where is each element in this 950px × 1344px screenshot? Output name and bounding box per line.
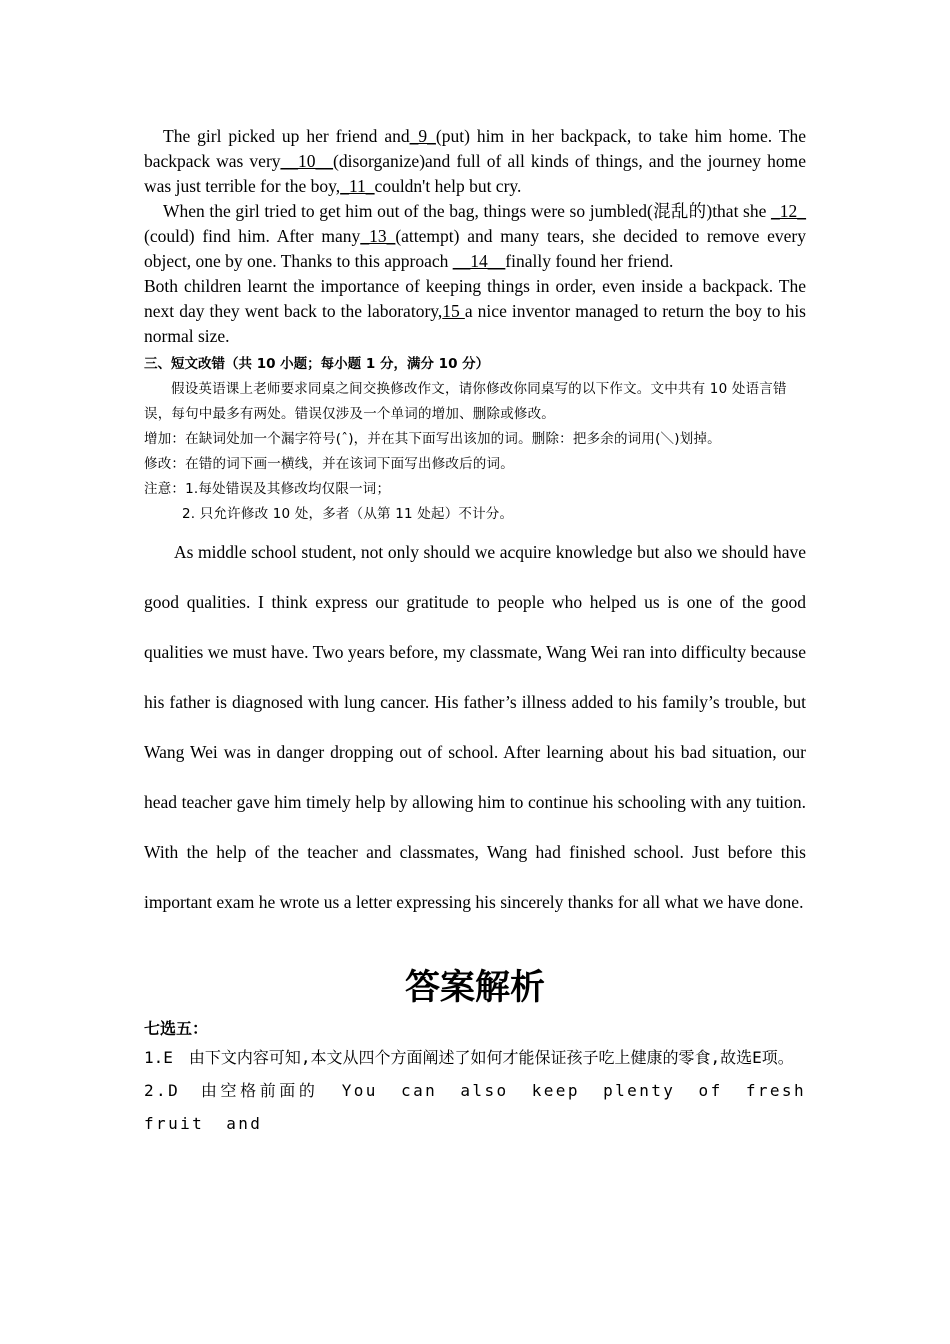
passage-paragraph-1: [144, 124, 806, 199]
blank-10: __10__: [280, 151, 334, 171]
text-run: a nice inventor managed to return the boy to his normal size.: [144, 301, 806, 346]
add-delete-rule: 增加：在缺词处加一个漏字符号(ˆ)，并在其下面写出该加的词。删除：把多余的词用(＼)划掉。: [144, 431, 721, 447]
text-run: (put) him in her backpack, to take him home. The backpack was very: [144, 126, 806, 171]
section-3-intro: 假设英语课上老师要求同桌之间交换修改作文，请你修改你同桌写的以下作文。文中共有 10 处语言错误，每句中最多有两处。错误仅涉及一个单词的增加、删除或修改。: [144, 381, 787, 422]
passage-paragraph-2: [144, 199, 806, 274]
blank-14: __14__: [452, 251, 506, 271]
answer-1: 1.E 由下文内容可知,本文从四个方面阐述了如何才能保证孩子吃上健康的零食,故选E项。: [144, 1048, 794, 1067]
text-run: couldn't help but cry.: [374, 176, 522, 196]
text-run: finally found her friend.: [505, 251, 674, 271]
answer-title: 答案解析: [404, 967, 545, 1008]
note-1: 注意：1.每处错误及其修改均仅限一词；: [144, 481, 391, 497]
blank-12: _12_: [771, 201, 807, 221]
note-2: 2. 只允许修改 10 处，多者（从第 11 处起）不计分。: [182, 506, 514, 522]
text-run: The girl picked up her friend and: [163, 126, 410, 146]
modify-rule: 修改：在错的词下画一横线，并在该词下面写出修改后的词。: [144, 456, 514, 472]
text-run: Both children learnt the importance of keeping things in order, even inside a backpack. The next day they went back to the laboratory,: [144, 276, 806, 321]
document-page: [144, 124, 806, 1140]
text-run: When the girl tried to get him out of the bag, things were so jumbled(混乱的)that she: [163, 201, 767, 221]
blank-11: _11_: [340, 176, 375, 196]
blank-15: 15: [442, 301, 465, 321]
blank-13: _13_: [360, 226, 396, 246]
section-3-heading: 三、短文改错（共 10 小题；每小题 1 分，满分 10 分）: [144, 356, 490, 372]
answer-section-heading: 七选五：: [144, 1019, 209, 1038]
answer-2: 2.D 由空格前面的 You can also keep plenty of fresh fruit and: [144, 1081, 806, 1133]
text-run: (could) find him. After many: [144, 226, 361, 246]
passage-paragraph-3: [144, 274, 806, 349]
text-run: (attempt) and many tears, she decided to remove every object, one by one. Thanks to this approach: [144, 226, 806, 271]
text-run: (disorganize)and full of all kinds of things, and the journey home was just terrible for the boy,: [144, 151, 806, 196]
error-correction-essay: As middle school student, not only should we acquire knowledge but also we should have good qualities. I think express our gratitude to people who helped us is one of the good qualities we must have. Two years before, my classmate, Wang Wei ran into difficulty because his father is diagnosed with lung cancer. His father’s illness added to his family’s trouble, but Wang Wei was in danger dropping out of school. After learning about his bad situation, our head teacher gave him timely help by allowing him to continue his schooling with any tuition. With the help of the teacher and classmates, Wang had finished school. Just before this important exam he wrote us a letter expressing his sincerely thanks for all what we have done.: [144, 542, 806, 912]
blank-9: _9_: [409, 126, 436, 146]
